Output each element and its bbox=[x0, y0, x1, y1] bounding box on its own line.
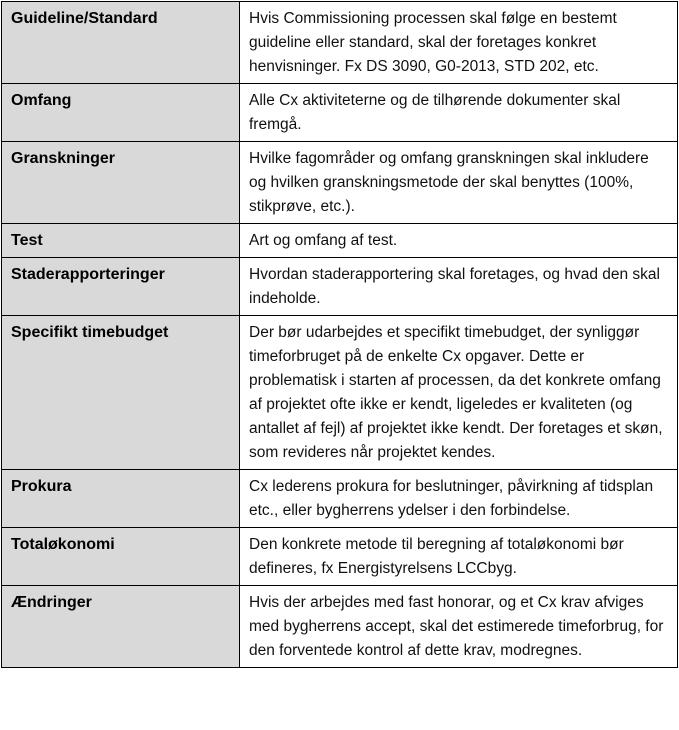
table-row bbox=[2, 84, 678, 142]
row-label-granskninger: Granskninger bbox=[2, 142, 240, 224]
table-row bbox=[2, 258, 678, 316]
row-text-test: Art og omfang af test. bbox=[240, 224, 678, 258]
row-label-guideline-standard: Guideline/Standard bbox=[2, 2, 240, 84]
row-label-totaloekonomi: Totaløkonomi bbox=[2, 528, 240, 586]
row-label-staderapporteringer: Staderapporteringer bbox=[2, 258, 240, 316]
row-label-test: Test bbox=[2, 224, 240, 258]
table-row bbox=[2, 142, 678, 224]
table-row bbox=[2, 528, 678, 586]
row-label-aendringer: Ændringer bbox=[2, 586, 240, 668]
table-row bbox=[2, 586, 678, 668]
row-label-omfang: Omfang bbox=[2, 84, 240, 142]
row-text-guideline-standard: Hvis Commissioning processen skal følge en bestemt guideline eller standard, skal der foretages konkret henvisninger. Fx DS 3090, G0-2013, STD 202, etc. bbox=[240, 2, 678, 84]
table-row bbox=[2, 470, 678, 528]
row-text-omfang: Alle Cx aktiviteterne og de tilhørende dokumenter skal fremgå. bbox=[240, 84, 678, 142]
row-text-specifikt-timebudget: Der bør udarbejdes et specifikt timebudget, der synliggør timeforbruget på de enkelte Cx opgaver. Dette er problematisk i starten af processen, da det konkrete omfang af projektet ofte ikke er kendt, ligeledes er kvaliteten (og antallet af fejl) af projektet ikke kendt. Der foretages et skøn, som revideres når projektet kendes. bbox=[240, 316, 678, 470]
row-text-totaloekonomi: Den konkrete metode til beregning af totaløkonomi bør defineres, fx Energistyrelsens LCCbyg. bbox=[240, 528, 678, 586]
table-row bbox=[2, 224, 678, 258]
row-label-prokura: Prokura bbox=[2, 470, 240, 528]
row-text-staderapporteringer: Hvordan staderapportering skal foretages, og hvad den skal indeholde. bbox=[240, 258, 678, 316]
row-text-granskninger: Hvilke fagområder og omfang granskningen skal inkludere og hvilken granskningsmetode der skal benyttes (100%, stikprøve, etc.). bbox=[240, 142, 678, 224]
row-label-specifikt-timebudget: Specifikt timebudget bbox=[2, 316, 240, 470]
requirements-table bbox=[1, 1, 678, 668]
row-text-prokura: Cx lederens prokura for beslutninger, påvirkning af tidsplan etc., eller bygherrens ydelser i den forbindelse. bbox=[240, 470, 678, 528]
table-row bbox=[2, 2, 678, 84]
table-row bbox=[2, 316, 678, 470]
row-text-aendringer: Hvis der arbejdes med fast honorar, og et Cx krav afviges med bygherrens accept, skal det estimerede timeforbrug, for den forventede kontrol af dette krav, modregnes. bbox=[240, 586, 678, 668]
